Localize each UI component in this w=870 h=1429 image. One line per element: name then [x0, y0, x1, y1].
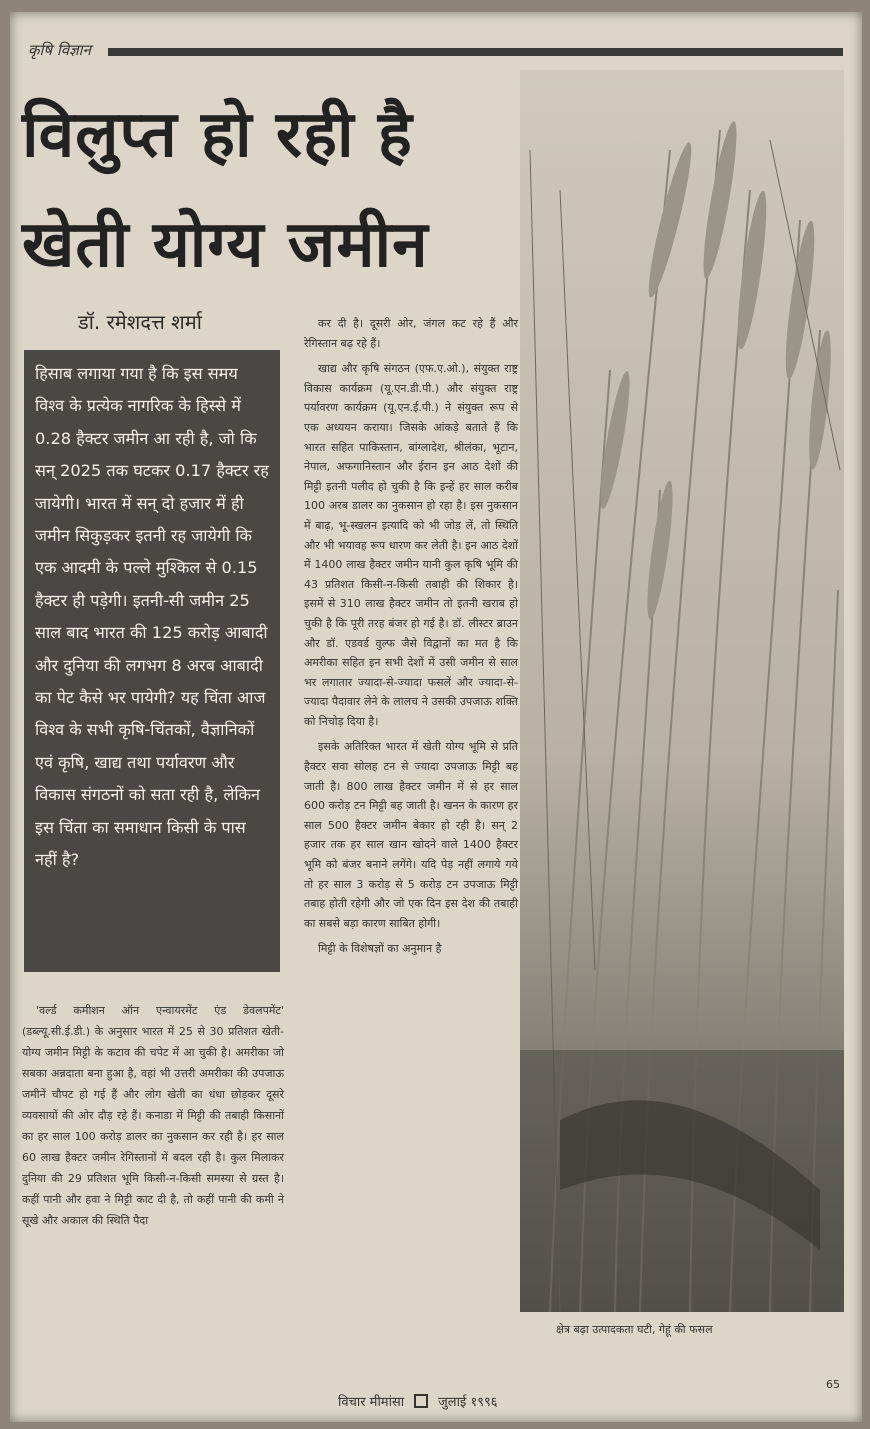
paragraph: मिट्टी के विशेषज्ञों का अनुमान है: [318, 942, 442, 956]
issue-date: जुलाई १९९६: [438, 1395, 498, 1410]
article-headline: [22, 80, 502, 300]
magazine-name: विचार मीमांसा: [338, 1395, 405, 1410]
paragraph: इसके अतिरिक्त भारत में खेती योग्य भूमि से प्रति हैक्टर सवा सोलह टन से ज्यादा उपजाऊ मिट्टी बह जाती है। 800 लाख हैक्टर जमीन में से हर साल 600 करोड़ टन मिट्टी बह जाती है। खनन के कारण हर साल 500 हैक्टर जमीन बेकार हो रही है। सन् 2 हजार तक हर साल खान खोदने वाले 1400 हैक्टर भूमि को बंजर बनाने लगेंगे। यदि पेड़ नहीं लगाये गये तो हर साल 3 करोड़ से 5 करोड़ टन उपजाऊ मिट्टी तबाह होती रहेगी और जो एक दिन इस देश की तबाही का सबसे बड़ा कारण साबित होगी।: [304, 740, 518, 930]
photo-caption: क्षेत्र बढ़ा उत्पादकता घटी, गेहूं की फसल: [556, 1323, 713, 1336]
left-column: [22, 1000, 284, 1237]
wheat-crop-photo: [520, 70, 844, 1312]
paragraph: कर दी है। दूसरी ओर, जंगल कट रहे हैं और रेगिस्तान बढ़ रहे हैं।: [304, 317, 518, 350]
headline-line-1: विलुप्त हो रही है: [22, 98, 413, 172]
page-footer: [338, 1392, 498, 1410]
author-byline: डॉ. रमेशदत्त शर्मा: [78, 310, 202, 334]
highlight-text: हिसाब लगाया गया है कि इस समय विश्व के प्रत्येक नागरिक के हिस्से में 0.28 हैक्टर जमीन आ रही है, जो कि सन् 2025 तक घटकर 0.17 हैक्टर रह जायेगी। भारत में सन् दो हजार में ही जमीन सिकुड़कर इतनी रह जायेगी कि एक आदमी के पल्ले मुश्किल से 0.15 हैक्टर ही पड़ेगी। इतनी-सी जमीन 25 साल बाद भारत की 125 करोड़ आबादी और दुनिया की लगभग 8 अरब आबादी का पेट कैसे भर पायेगी? यह चिंता आज विश्व के सभी कृषि-चिंतकों, वैज्ञानिकों एवं कृषि, खाद्य तथा पर्यावरण और विकास संगठनों को सता रही है, लेकिन इस चिंता का समाधान किसी के पास नहीं है?: [35, 364, 269, 870]
paragraph: खाद्य और कृषि संगठन (एफ.ए.ओ.), संयुक्त राष्ट्र विकास कार्यक्रम (यू.एन.डी.पी.) और संयुक्त राष्ट्र पर्यावरण कार्यक्रम (यू.एन.ई.पी.) ने संयुक्त रूप से एक अध्ययन कराया। जिसके आंकड़े बताते हैं कि भारत सहित पाकिस्तान, बांग्लादेश, श्रीलंका, भूटान, नेपाल, अफगानिस्तान और ईरान इन आठ देशों की मिट्टी इतनी पलीद हो चुकी है कि इन्हें हर साल करीब 100 अरब डालर का नुकसान हो रहा है। इस नुकसान में बाढ़, भू-स्खलन इत्यादि को भी जोड़ लें, तो स्थिति और भी भयावह रूप धारण कर लेती है। इन आठ देशों में 1400 लाख हैक्टर जमीन यानी कुल कृषि भूमि की 43 प्रतिशत किसी-न-किसी तबाही की शिकार है। इसमें से 310 लाख हैक्टर जमीन तो इतनी खराब हो चुकी है कि पूरी तरह बंजर हो गई है। डॉ. लीस्टर ब्राउन और डॉ. एडवर्ड वुल्फ जैसे विद्वानों का मत है कि अमरीका सहित इन सभी देशों में उसी जमीन से साल भर लगातार ज्यादा-से-ज्यादा फसलें और ज्यादा-से-ज्यादा पैदावार लेने के लालच ने उसकी उपजाऊ शक्ति को निचोड़ दिया है।: [304, 362, 518, 728]
highlight-box: [24, 350, 280, 972]
page-number: 65: [826, 1378, 840, 1391]
headline-line-2: खेती योग्य जमीन: [22, 208, 429, 282]
wheat-photo-graphic: [520, 70, 844, 1312]
middle-column: [304, 314, 518, 965]
paragraph: 'वर्ल्ड कमीशन ऑन एन्वायरमेंट एंड डेवलपमेंट' (डब्ल्यू.सी.ई.डी.) के अनुसार भारत में 25 से 30 प्रतिशत खेती-योग्य जमीन मिट्टी के कटाव की चपेट में आ चुकी है। अमरीका जो सबका अन्नदाता बना हुआ है, वहां भी उत्तरी अमरीका की उपजाऊ जमीनें चौपट हो गई हैं और लोग खेती का धंधा छोड़कर दूसरे व्यवसायों की ओर दौड़ रहे हैं। कनाडा में मिट्टी की तबाही किसानों का हर साल 100 करोड़ डालर का नुकसान कर रही है। हर साल 60 लाख हैक्टर जमीन रेगिस्तानों में बदल रही है। कुल मिलाकर दुनिया की 29 प्रतिशत भूमि किसी-न-किसी समस्या से ग्रस्त है। कहीं पानी और हवा ने मिट्टी काट दी है, तो कहीं पानी की कमी ने सूखे और अकाल की स्थिति पैदा: [22, 1004, 284, 1227]
section-rule: [108, 48, 843, 56]
section-label: कृषि विज्ञान: [28, 41, 91, 59]
square-bullet-icon: [414, 1394, 428, 1408]
